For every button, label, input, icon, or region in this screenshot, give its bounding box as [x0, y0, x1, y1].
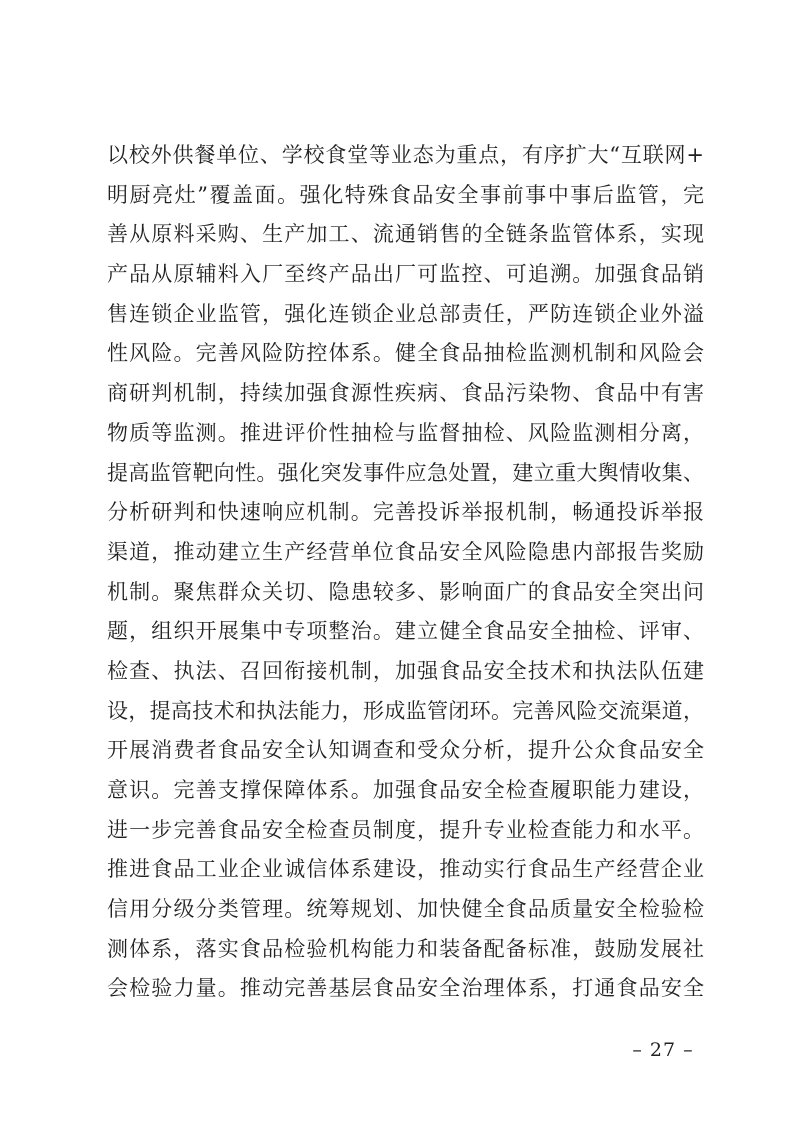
text-line: 明厨亮灶”覆盖面。强化特殊食品安全事前事中事后监管，完	[107, 182, 704, 207]
text-line: 检查、执法、召回衔接机制，加强食品安全技术和执法队伍建	[107, 658, 704, 683]
text-line: 开展消费者食品安全认知调查和受众分析，提升公众食品安全	[107, 738, 704, 763]
text-line: 题，组织开展集中专项整治。建立健全食品安全抽检、评审、	[107, 619, 704, 644]
text-line: 商研判机制，持续加强食源性疾病、食品污染物、食品中有害	[107, 381, 704, 406]
text-line: 设，提高技术和执法能力，形成监管闭环。完善风险交流渠道，	[107, 698, 704, 723]
text-line: 进一步完善食品安全检查员制度，提升专业检查能力和水平。	[107, 817, 704, 842]
text-line: 分析研判和快速响应机制。完善投诉举报机制，畅通投诉举报	[107, 500, 704, 525]
text-line: 信用分级分类管理。统筹规划、加快健全食品质量安全检验检	[107, 897, 704, 922]
text-line: 机制。聚焦群众关切、隐患较多、影响面广的食品安全突出问	[107, 579, 704, 604]
text-line: 以校外供餐单位、学校食堂等业态为重点，有序扩大“互联网+	[107, 143, 704, 167]
text-line: 渠道，推动建立生产经营单位食品安全风险隐患内部报告奖励	[107, 539, 704, 564]
text-line: 售连锁企业监管，强化连锁企业总部责任，严防连锁企业外溢	[107, 301, 704, 326]
text-line: 物质等监测。推进评价性抽检与监督抽检、风险监测相分离，	[107, 420, 704, 445]
text-line: 产品从原辅料入厂至终产品出厂可监控、可追溯。加强食品销	[107, 262, 704, 287]
text-line: 善从原料采购、生产加工、流通销售的全链条监管体系，实现	[107, 222, 704, 247]
page-number: – 27 –	[632, 1039, 694, 1061]
text-line: 推进食品工业企业诚信体系建设，推动实行食品生产经营企业	[107, 857, 704, 882]
text-line: 性风险。完善风险防控体系。健全食品抽检监测机制和风险会	[107, 341, 704, 366]
text-line: 会检验力量。推动完善基层食品安全治理体系，打通食品安全	[107, 976, 704, 1001]
body-text	[107, 136, 704, 1009]
text-line: 提高监管靶向性。强化突发事件应急处置，建立重大舆情收集、	[107, 460, 704, 485]
text-line: 意识。完善支撑保障体系。加强食品安全检查履职能力建设，	[107, 778, 704, 802]
text-line: 测体系，落实食品检验机构能力和装备配备标准，鼓励发展社	[107, 936, 704, 961]
